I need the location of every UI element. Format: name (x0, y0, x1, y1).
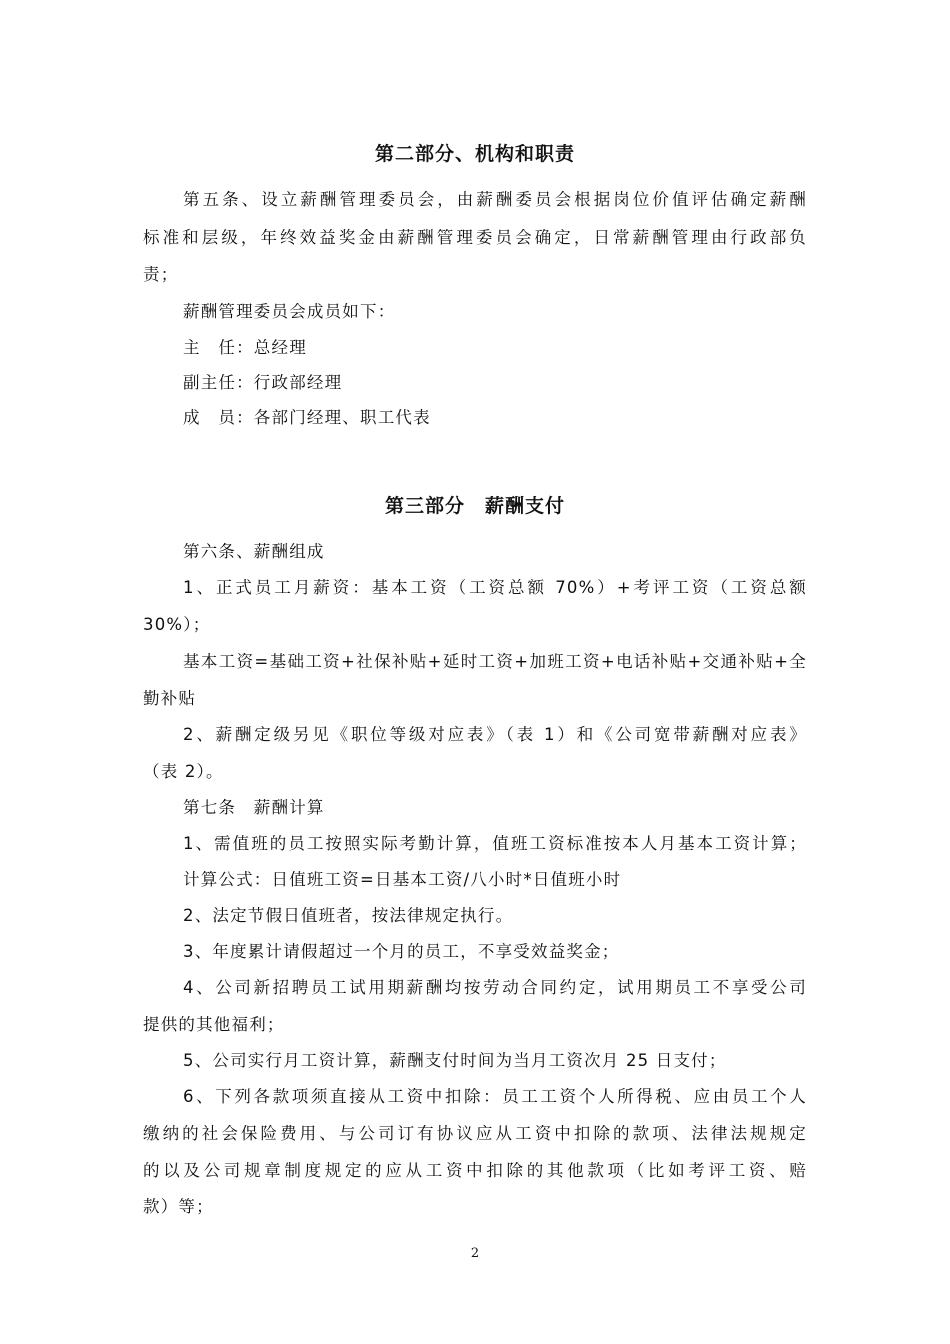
article-7-item-6-line-2: 缴纳的社会保险费用、与公司订有协议应从工资中扣除的款项、法律法规规定 (143, 1124, 807, 1143)
chair-line: 主 任：总经理 (183, 338, 307, 357)
page-number: 2 (470, 1246, 480, 1261)
article-6-item-2-line-2: （表 2）。 (143, 762, 224, 781)
calculation-formula: 计算公式：日值班工资=日基本工资/八小时*日值班小时 (183, 870, 622, 889)
article-6-item-2-line-1: 2、薪酬定级另见《职位等级对应表》（表 1）和《公司宽带薪酬对应表》 (183, 725, 807, 744)
article-7-item-6-line-1: 6、下列各款项须直接从工资中扣除：员工工资个人所得税、应由员工个人 (183, 1087, 807, 1106)
article-6-item-1-line-1: 1、正式员工月薪资：基本工资（工资总额 70%）+考评工资（工资总额 (183, 578, 807, 597)
article-7-item-3: 3、年度累计请假超过一个月的员工，不享受效益奖金； (183, 942, 620, 961)
article-7-item-2: 2、法定节假日值班者，按法律规定执行。 (183, 906, 514, 925)
article-7-item-5: 5、公司实行月工资计算，薪酬支付时间为当月工资次月 25 日支付； (183, 1051, 727, 1070)
article-5-line-2: 标准和层级，年终效益奖金由薪酬管理委员会确定，日常薪酬管理由行政部负 (143, 228, 807, 247)
article-7-title: 第七条 薪酬计算 (183, 798, 325, 817)
article-7-item-4-line-1: 4、公司新招聘员工试用期薪酬均按劳动合同约定，试用期员工不享受公司 (183, 978, 807, 997)
article-6-title: 第六条、薪酬组成 (183, 542, 325, 561)
section-2-title: 第二部分、机构和职责 (374, 143, 575, 165)
article-7-item-6-line-4: 款）等； (143, 1197, 214, 1216)
vice-chair-line: 副主任：行政部经理 (183, 373, 343, 392)
members-intro: 薪酬管理委员会成员如下： (183, 302, 396, 321)
article-5-line-3: 责； (143, 265, 179, 284)
article-7-item-6-line-3: 的以及公司规章制度规定的应从工资中扣除的其他款项（比如考评工资、赔 (143, 1161, 807, 1180)
article-5-line-1: 第五条、设立薪酬管理委员会，由薪酬委员会根据岗位价值评估确定薪酬 (183, 190, 807, 209)
section-3-title: 第三部分 薪酬支付 (384, 495, 565, 517)
basic-salary-line-1: 基本工资=基础工资+社保补贴+延时工资+加班工资+电话补贴+交通补贴+全 (183, 652, 807, 671)
article-6-item-1-line-2: 30%）； (143, 615, 211, 634)
members-line: 成 员：各部门经理、职工代表 (183, 408, 431, 427)
article-7-item-1: 1、需值班的员工按照实际考勤计算，值班工资标准按本人月基本工资计算； (183, 834, 807, 853)
article-7-item-4-line-2: 提供的其他福利； (143, 1015, 285, 1034)
basic-salary-line-2: 勤补贴 (143, 689, 197, 708)
